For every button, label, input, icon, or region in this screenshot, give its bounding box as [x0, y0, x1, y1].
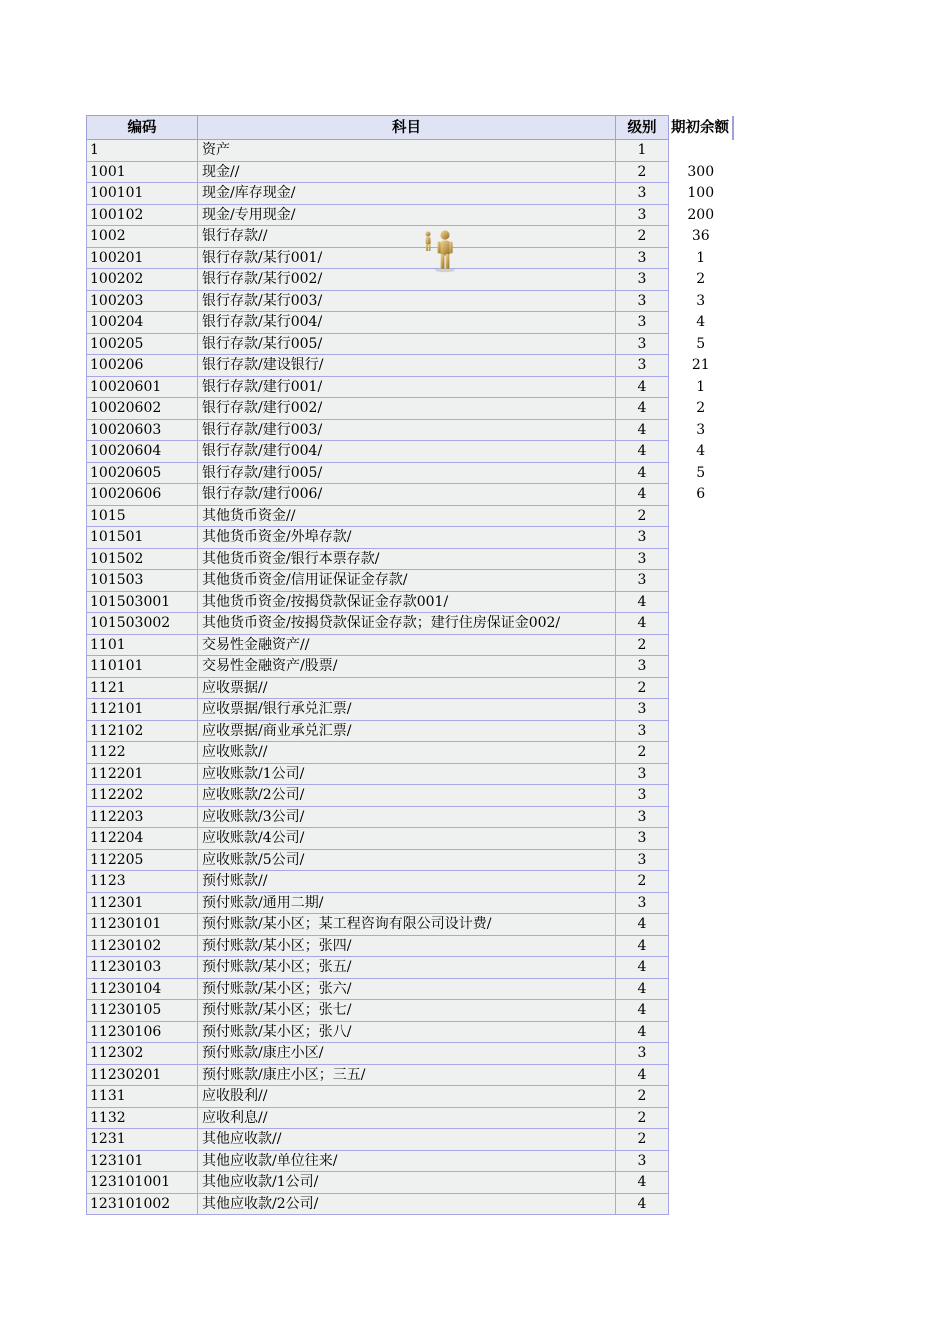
- row-balance-cell[interactable]: [669, 1064, 733, 1086]
- row-code-cell[interactable]: 1122: [87, 742, 198, 764]
- row-code-cell[interactable]: 1231: [87, 1129, 198, 1151]
- table-row: [87, 183, 733, 205]
- row-name-cell[interactable]: 银行存款/某行001/: [198, 247, 616, 269]
- row-name-cell[interactable]: 应收票据/银行承兑汇票/: [198, 699, 616, 721]
- row-code-cell[interactable]: 112101: [87, 699, 198, 721]
- table-row: [87, 785, 733, 807]
- row-code-cell[interactable]: 1001: [87, 161, 198, 183]
- row-code-cell[interactable]: 112201: [87, 763, 198, 785]
- row-balance-cell[interactable]: [669, 1172, 733, 1194]
- row-level-cell[interactable]: 3: [616, 247, 669, 269]
- table-row: [87, 720, 733, 742]
- row-balance-cell[interactable]: [669, 505, 733, 527]
- row-name-cell[interactable]: 应收账款/4公司/: [198, 828, 616, 850]
- row-level-cell[interactable]: 4: [616, 591, 669, 613]
- row-balance-cell[interactable]: 300: [669, 161, 733, 183]
- row-code-cell[interactable]: 100101: [87, 183, 198, 205]
- row-level-cell[interactable]: 4: [616, 978, 669, 1000]
- row-balance-cell[interactable]: [669, 613, 733, 635]
- row-balance-cell[interactable]: 5: [669, 333, 733, 355]
- row-level-cell[interactable]: 3: [616, 527, 669, 549]
- row-name-cell[interactable]: 银行存款/建行005/: [198, 462, 616, 484]
- row-name-cell[interactable]: 预付账款/通用二期/: [198, 892, 616, 914]
- row-name-cell[interactable]: 应收账款/1公司/: [198, 763, 616, 785]
- row-name-cell[interactable]: 预付账款/康庄小区/: [198, 1043, 616, 1065]
- row-balance-cell[interactable]: [669, 1086, 733, 1108]
- row-level-cell[interactable]: 3: [616, 656, 669, 678]
- account-sheet: [86, 115, 734, 1215]
- table-row: [87, 677, 733, 699]
- row-balance-cell[interactable]: [669, 140, 733, 162]
- row-name-cell[interactable]: 预付账款/某小区；张五/: [198, 957, 616, 979]
- row-level-cell[interactable]: 2: [616, 634, 669, 656]
- row-name-cell[interactable]: 银行存款/某行005/: [198, 333, 616, 355]
- row-balance-cell[interactable]: [669, 1150, 733, 1172]
- row-code-cell[interactable]: 110101: [87, 656, 198, 678]
- table-row: [87, 419, 733, 441]
- table-row: [87, 1129, 733, 1151]
- table-row: [87, 1043, 733, 1065]
- row-level-cell[interactable]: 2: [616, 742, 669, 764]
- row-level-cell[interactable]: 4: [616, 376, 669, 398]
- row-code-cell[interactable]: 123101002: [87, 1193, 198, 1215]
- row-balance-cell[interactable]: [669, 957, 733, 979]
- row-balance-cell[interactable]: [669, 806, 733, 828]
- row-balance-cell[interactable]: [669, 828, 733, 850]
- table-row: [87, 1107, 733, 1129]
- table-row: [87, 935, 733, 957]
- row-level-cell[interactable]: 3: [616, 290, 669, 312]
- table-row: [87, 441, 733, 463]
- row-code-cell[interactable]: 11230103: [87, 957, 198, 979]
- table-row: [87, 204, 733, 226]
- row-code-cell[interactable]: 101503001: [87, 591, 198, 613]
- row-level-cell[interactable]: 3: [616, 204, 669, 226]
- row-level-cell[interactable]: 3: [616, 312, 669, 334]
- row-level-cell[interactable]: 3: [616, 333, 669, 355]
- row-level-cell[interactable]: 4: [616, 1064, 669, 1086]
- row-code-cell[interactable]: 100205: [87, 333, 198, 355]
- row-balance-cell[interactable]: 200: [669, 204, 733, 226]
- row-balance-cell[interactable]: [669, 1000, 733, 1022]
- row-code-cell[interactable]: 11230102: [87, 935, 198, 957]
- row-balance-cell[interactable]: 1: [669, 376, 733, 398]
- row-balance-cell[interactable]: 1: [669, 247, 733, 269]
- row-code-cell[interactable]: 1123: [87, 871, 198, 893]
- table-row: [87, 613, 733, 635]
- table-row: [87, 699, 733, 721]
- row-code-cell[interactable]: 11230104: [87, 978, 198, 1000]
- table-row: [87, 570, 733, 592]
- row-name-cell[interactable]: 银行存款/建行001/: [198, 376, 616, 398]
- row-balance-cell[interactable]: 6: [669, 484, 733, 506]
- row-name-cell[interactable]: 其他货币资金/按揭贷款保证金存款；建行住房保证金002/: [198, 613, 616, 635]
- row-code-cell[interactable]: 112102: [87, 720, 198, 742]
- row-level-cell[interactable]: 2: [616, 1086, 669, 1108]
- table-row: [87, 548, 733, 570]
- row-name-cell[interactable]: 其他货币资金/信用证保证金存款/: [198, 570, 616, 592]
- row-balance-cell[interactable]: [669, 1107, 733, 1129]
- table-row: [87, 398, 733, 420]
- row-code-cell[interactable]: 1: [87, 140, 198, 162]
- row-level-cell[interactable]: 3: [616, 720, 669, 742]
- header-row: [87, 116, 733, 140]
- row-balance-cell[interactable]: [669, 763, 733, 785]
- header-level[interactable]: 级别: [616, 116, 669, 140]
- row-balance-cell[interactable]: [669, 720, 733, 742]
- row-balance-cell[interactable]: [669, 742, 733, 764]
- row-name-cell[interactable]: 银行存款/建行004/: [198, 441, 616, 463]
- row-name-cell[interactable]: 预付账款/某小区；某工程咨询有限公司设计费/: [198, 914, 616, 936]
- row-level-cell[interactable]: 3: [616, 806, 669, 828]
- row-balance-cell[interactable]: [669, 978, 733, 1000]
- row-code-cell[interactable]: 1015: [87, 505, 198, 527]
- table-row: [87, 484, 733, 506]
- row-name-cell[interactable]: 其他货币资金/外埠存款/: [198, 527, 616, 549]
- row-code-cell[interactable]: 100202: [87, 269, 198, 291]
- row-balance-cell[interactable]: 3: [669, 290, 733, 312]
- table-row: [87, 1193, 733, 1215]
- table-row: [87, 527, 733, 549]
- table-body: [87, 140, 733, 1215]
- table-row: [87, 871, 733, 893]
- row-level-cell[interactable]: 4: [616, 935, 669, 957]
- table-row: [87, 957, 733, 979]
- row-name-cell[interactable]: 应收票据//: [198, 677, 616, 699]
- row-level-cell[interactable]: 4: [616, 1000, 669, 1022]
- row-name-cell[interactable]: 银行存款/某行002/: [198, 269, 616, 291]
- row-name-cell[interactable]: 应收账款/2公司/: [198, 785, 616, 807]
- row-code-cell[interactable]: 123101: [87, 1150, 198, 1172]
- row-balance-cell[interactable]: [669, 591, 733, 613]
- row-balance-cell[interactable]: [669, 914, 733, 936]
- row-level-cell[interactable]: 2: [616, 871, 669, 893]
- row-code-cell[interactable]: 112204: [87, 828, 198, 850]
- row-name-cell[interactable]: 预付账款//: [198, 871, 616, 893]
- row-name-cell[interactable]: 现金/专用现金/: [198, 204, 616, 226]
- row-level-cell[interactable]: 3: [616, 763, 669, 785]
- row-name-cell[interactable]: 现金//: [198, 161, 616, 183]
- row-balance-cell[interactable]: 36: [669, 226, 733, 248]
- row-name-cell[interactable]: 交易性金融资产/股票/: [198, 656, 616, 678]
- table-row: [87, 1150, 733, 1172]
- row-balance-cell[interactable]: [669, 892, 733, 914]
- row-name-cell[interactable]: 应收账款//: [198, 742, 616, 764]
- row-balance-cell[interactable]: [669, 699, 733, 721]
- row-level-cell[interactable]: 4: [616, 441, 669, 463]
- accounts-table: [86, 115, 734, 1215]
- row-code-cell[interactable]: 10020602: [87, 398, 198, 420]
- row-balance-cell[interactable]: [669, 871, 733, 893]
- row-name-cell[interactable]: 银行存款/建行006/: [198, 484, 616, 506]
- row-name-cell[interactable]: 应收股利//: [198, 1086, 616, 1108]
- row-level-cell[interactable]: 4: [616, 484, 669, 506]
- row-level-cell[interactable]: 3: [616, 849, 669, 871]
- table-row: [87, 1172, 733, 1194]
- table-row: [87, 806, 733, 828]
- table-row: [87, 914, 733, 936]
- row-code-cell[interactable]: 11230201: [87, 1064, 198, 1086]
- table-row: [87, 269, 733, 291]
- row-balance-cell[interactable]: [669, 656, 733, 678]
- row-name-cell[interactable]: 应收账款/3公司/: [198, 806, 616, 828]
- row-name-cell[interactable]: 其他应收款/1公司/: [198, 1172, 616, 1194]
- table-row: [87, 355, 733, 377]
- row-name-cell[interactable]: 预付账款/某小区；张八/: [198, 1021, 616, 1043]
- row-level-cell[interactable]: 4: [616, 419, 669, 441]
- row-level-cell[interactable]: 4: [616, 1172, 669, 1194]
- row-level-cell[interactable]: 4: [616, 398, 669, 420]
- row-name-cell[interactable]: 银行存款/建设银行/: [198, 355, 616, 377]
- row-level-cell[interactable]: 3: [616, 828, 669, 850]
- row-code-cell[interactable]: 100206: [87, 355, 198, 377]
- row-name-cell[interactable]: 银行存款/建行003/: [198, 419, 616, 441]
- row-code-cell[interactable]: 10020605: [87, 462, 198, 484]
- header-code[interactable]: 编码: [87, 116, 198, 140]
- table-row: [87, 247, 733, 269]
- row-code-cell[interactable]: 10020601: [87, 376, 198, 398]
- table-row: [87, 1064, 733, 1086]
- row-name-cell[interactable]: 其他应收款//: [198, 1129, 616, 1151]
- row-balance-cell[interactable]: [669, 677, 733, 699]
- row-code-cell[interactable]: 100203: [87, 290, 198, 312]
- table-row: [87, 140, 733, 162]
- row-code-cell[interactable]: 11230106: [87, 1021, 198, 1043]
- row-code-cell[interactable]: 10020606: [87, 484, 198, 506]
- row-balance-cell[interactable]: 4: [669, 312, 733, 334]
- row-balance-cell[interactable]: [669, 634, 733, 656]
- row-code-cell[interactable]: 101502: [87, 548, 198, 570]
- row-level-cell[interactable]: 2: [616, 161, 669, 183]
- table-row: [87, 312, 733, 334]
- row-level-cell[interactable]: 1: [616, 140, 669, 162]
- row-balance-cell[interactable]: 2: [669, 269, 733, 291]
- row-level-cell[interactable]: 3: [616, 355, 669, 377]
- row-code-cell[interactable]: 11230105: [87, 1000, 198, 1022]
- row-code-cell[interactable]: 101503: [87, 570, 198, 592]
- row-balance-cell[interactable]: [669, 785, 733, 807]
- row-code-cell[interactable]: 112202: [87, 785, 198, 807]
- row-level-cell[interactable]: 3: [616, 1150, 669, 1172]
- table-row: [87, 892, 733, 914]
- row-code-cell[interactable]: 101503002: [87, 613, 198, 635]
- table-row: [87, 462, 733, 484]
- table-row: [87, 505, 733, 527]
- row-code-cell[interactable]: 100201: [87, 247, 198, 269]
- row-name-cell[interactable]: 其他应收款/2公司/: [198, 1193, 616, 1215]
- row-level-cell[interactable]: 3: [616, 183, 669, 205]
- table-row: [87, 1086, 733, 1108]
- row-code-cell[interactable]: 112205: [87, 849, 198, 871]
- row-balance-cell[interactable]: [669, 1021, 733, 1043]
- table-row: [87, 161, 733, 183]
- row-code-cell[interactable]: 1002: [87, 226, 198, 248]
- row-code-cell[interactable]: 101501: [87, 527, 198, 549]
- row-level-cell[interactable]: 3: [616, 548, 669, 570]
- row-balance-cell[interactable]: [669, 527, 733, 549]
- row-name-cell[interactable]: 预付账款/某小区；张六/: [198, 978, 616, 1000]
- row-code-cell[interactable]: 100102: [87, 204, 198, 226]
- row-code-cell[interactable]: 1132: [87, 1107, 198, 1129]
- row-balance-cell[interactable]: 2: [669, 398, 733, 420]
- row-code-cell[interactable]: 1101: [87, 634, 198, 656]
- row-name-cell[interactable]: 应收票据/商业承兑汇票/: [198, 720, 616, 742]
- table-row: [87, 828, 733, 850]
- table-row: [87, 290, 733, 312]
- row-name-cell[interactable]: 银行存款//: [198, 226, 616, 248]
- row-code-cell[interactable]: 112302: [87, 1043, 198, 1065]
- row-name-cell[interactable]: 银行存款/某行004/: [198, 312, 616, 334]
- table-row: [87, 656, 733, 678]
- row-balance-cell[interactable]: [669, 935, 733, 957]
- row-name-cell[interactable]: 其他货币资金/银行本票存款/: [198, 548, 616, 570]
- row-balance-cell[interactable]: 21: [669, 355, 733, 377]
- table-row: [87, 849, 733, 871]
- row-balance-cell[interactable]: 3: [669, 419, 733, 441]
- row-level-cell[interactable]: 2: [616, 226, 669, 248]
- table-row: [87, 634, 733, 656]
- row-balance-cell[interactable]: [669, 570, 733, 592]
- table-row: [87, 763, 733, 785]
- row-level-cell[interactable]: 3: [616, 892, 669, 914]
- row-balance-cell[interactable]: [669, 1193, 733, 1215]
- row-balance-cell[interactable]: 100: [669, 183, 733, 205]
- row-name-cell[interactable]: 应收利息//: [198, 1107, 616, 1129]
- row-name-cell[interactable]: 其他应收款/单位往来/: [198, 1150, 616, 1172]
- row-level-cell[interactable]: 4: [616, 1021, 669, 1043]
- row-balance-cell[interactable]: [669, 548, 733, 570]
- row-name-cell[interactable]: 其他货币资金//: [198, 505, 616, 527]
- table-row: [87, 226, 733, 248]
- row-name-cell[interactable]: 应收账款/5公司/: [198, 849, 616, 871]
- row-level-cell[interactable]: 4: [616, 462, 669, 484]
- row-level-cell[interactable]: 2: [616, 677, 669, 699]
- row-code-cell[interactable]: 112301: [87, 892, 198, 914]
- row-level-cell[interactable]: 3: [616, 269, 669, 291]
- row-level-cell[interactable]: 4: [616, 957, 669, 979]
- row-code-cell[interactable]: 100204: [87, 312, 198, 334]
- row-name-cell[interactable]: 预付账款/康庄小区；三五/: [198, 1064, 616, 1086]
- header-name[interactable]: 科目: [198, 116, 616, 140]
- table-row: [87, 1021, 733, 1043]
- table-row: [87, 1000, 733, 1022]
- row-code-cell[interactable]: 10020603: [87, 419, 198, 441]
- table-row: [87, 333, 733, 355]
- row-name-cell[interactable]: 银行存款/建行002/: [198, 398, 616, 420]
- row-level-cell[interactable]: 2: [616, 1129, 669, 1151]
- row-level-cell[interactable]: 4: [616, 914, 669, 936]
- row-name-cell[interactable]: 预付账款/某小区；张七/: [198, 1000, 616, 1022]
- table-row: [87, 591, 733, 613]
- row-code-cell[interactable]: 11230101: [87, 914, 198, 936]
- row-name-cell[interactable]: 现金/库存现金/: [198, 183, 616, 205]
- row-level-cell[interactable]: 3: [616, 699, 669, 721]
- row-level-cell[interactable]: 2: [616, 1107, 669, 1129]
- row-level-cell[interactable]: 3: [616, 570, 669, 592]
- header-balance[interactable]: 期初余额: [669, 116, 733, 140]
- row-balance-cell[interactable]: [669, 849, 733, 871]
- people-figures-icon: [421, 228, 461, 274]
- row-balance-cell[interactable]: 5: [669, 462, 733, 484]
- table-row: [87, 978, 733, 1000]
- table-row: [87, 376, 733, 398]
- row-level-cell[interactable]: 4: [616, 613, 669, 635]
- row-name-cell[interactable]: 其他货币资金/按揭贷款保证金存款001/: [198, 591, 616, 613]
- row-name-cell[interactable]: 预付账款/某小区；张四/: [198, 935, 616, 957]
- row-name-cell[interactable]: 银行存款/某行003/: [198, 290, 616, 312]
- row-level-cell[interactable]: 2: [616, 505, 669, 527]
- row-code-cell[interactable]: 112203: [87, 806, 198, 828]
- row-balance-cell[interactable]: [669, 1129, 733, 1151]
- row-name-cell[interactable]: 交易性金融资产//: [198, 634, 616, 656]
- row-code-cell[interactable]: 1131: [87, 1086, 198, 1108]
- row-balance-cell[interactable]: [669, 1043, 733, 1065]
- row-balance-cell[interactable]: 4: [669, 441, 733, 463]
- row-level-cell[interactable]: 3: [616, 785, 669, 807]
- row-level-cell[interactable]: 3: [616, 1043, 669, 1065]
- row-level-cell[interactable]: 4: [616, 1193, 669, 1215]
- row-code-cell[interactable]: 10020604: [87, 441, 198, 463]
- row-code-cell[interactable]: 1121: [87, 677, 198, 699]
- table-row: [87, 742, 733, 764]
- row-name-cell[interactable]: 资产: [198, 140, 616, 162]
- row-code-cell[interactable]: 123101001: [87, 1172, 198, 1194]
